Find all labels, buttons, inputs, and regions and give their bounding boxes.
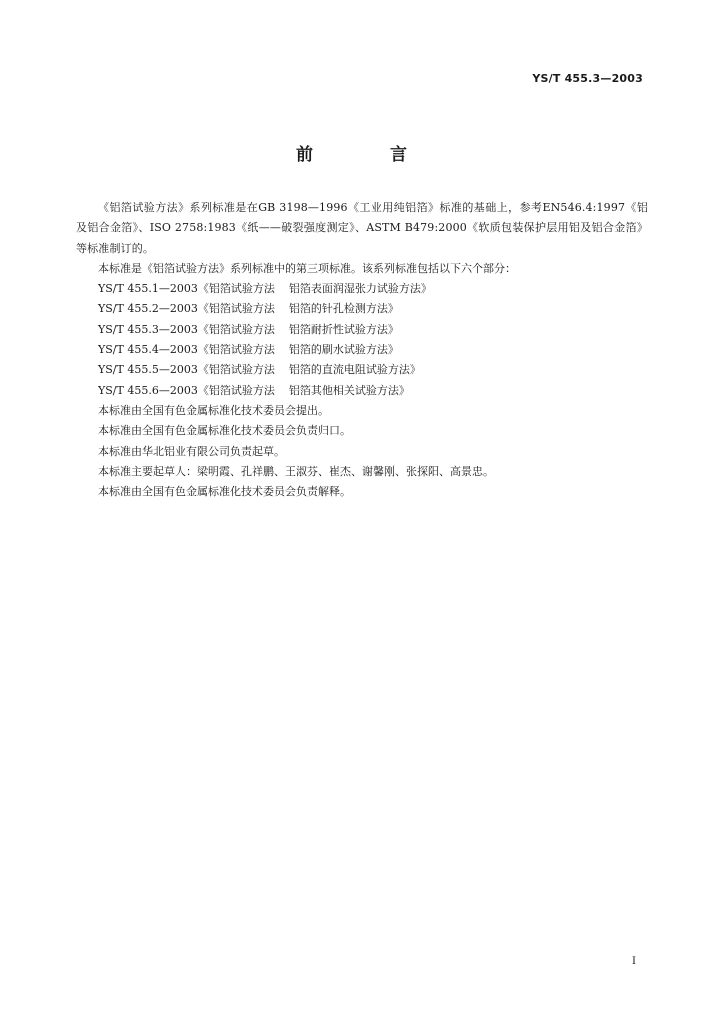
list-item — [76, 360, 648, 380]
list-item — [76, 320, 648, 340]
part-name: 铝箔耐折性试验方法》 — [288, 322, 399, 336]
part-code: YS/T 455.4—2003《铝箔试验方法 — [98, 343, 275, 357]
part-name: 铝箔的针孔检测方法》 — [288, 302, 399, 316]
drafted-by: 本标准由华北铝业有限公司负责起草。 — [98, 444, 285, 458]
parts-list — [76, 279, 648, 401]
page-number: I — [632, 956, 636, 967]
list-item — [76, 381, 648, 401]
interpreted-by: 本标准由全国有色金属标准化技术委员会负责解释。 — [98, 485, 351, 499]
list-item — [76, 340, 648, 360]
part-code: YS/T 455.2—2003《铝箔试验方法 — [98, 302, 275, 316]
part-name: 铝箔表面润湿张力试验方法》 — [288, 282, 432, 296]
proposed-by: 本标准由全国有色金属标准化技术委员会提出。 — [98, 403, 329, 417]
drafters: 本标准主要起草人：梁明霞、孔祥鹏、王淑芬、崔杰、谢馨刚、张探阳、高景忠。 — [98, 464, 494, 478]
part-name: 铝箔的直流电阻试验方法》 — [288, 363, 421, 377]
page-title: 前 言 — [296, 145, 437, 165]
part-name: 铝箔其他相关试验方法》 — [288, 383, 410, 397]
series-note: 本标准是《铝箔试验方法》系列标准中的第三项标准。该系列标准包括以下六个部分： — [98, 261, 516, 275]
list-item — [76, 299, 648, 319]
intro-paragraph: 《铝箔试验方法》系列标准是在GB 3198—1996《工业用纯铝箔》标准的基础上，参考EN546.4:1997《铝及铝合金箔》、ISO 2758:1983《纸——破裂强度测定》、ASTM B479:2000《软质包装保护层用铝及铝合金箔》等标准制订的。 — [76, 201, 648, 255]
part-code: YS/T 455.1—2003《铝箔试验方法 — [98, 282, 275, 296]
part-code: YS/T 455.3—2003《铝箔试验方法 — [98, 322, 275, 336]
standard-code: YS/T 455.3—2003 — [532, 72, 643, 85]
managed-by: 本标准由全国有色金属标准化技术委员会负责归口。 — [98, 424, 351, 438]
part-name: 铝箔的刷水试验方法》 — [288, 343, 399, 357]
list-item — [76, 279, 648, 299]
part-code: YS/T 455.6—2003《铝箔试验方法 — [98, 383, 275, 397]
part-code: YS/T 455.5—2003《铝箔试验方法 — [98, 363, 275, 377]
foreword-body — [76, 198, 648, 502]
